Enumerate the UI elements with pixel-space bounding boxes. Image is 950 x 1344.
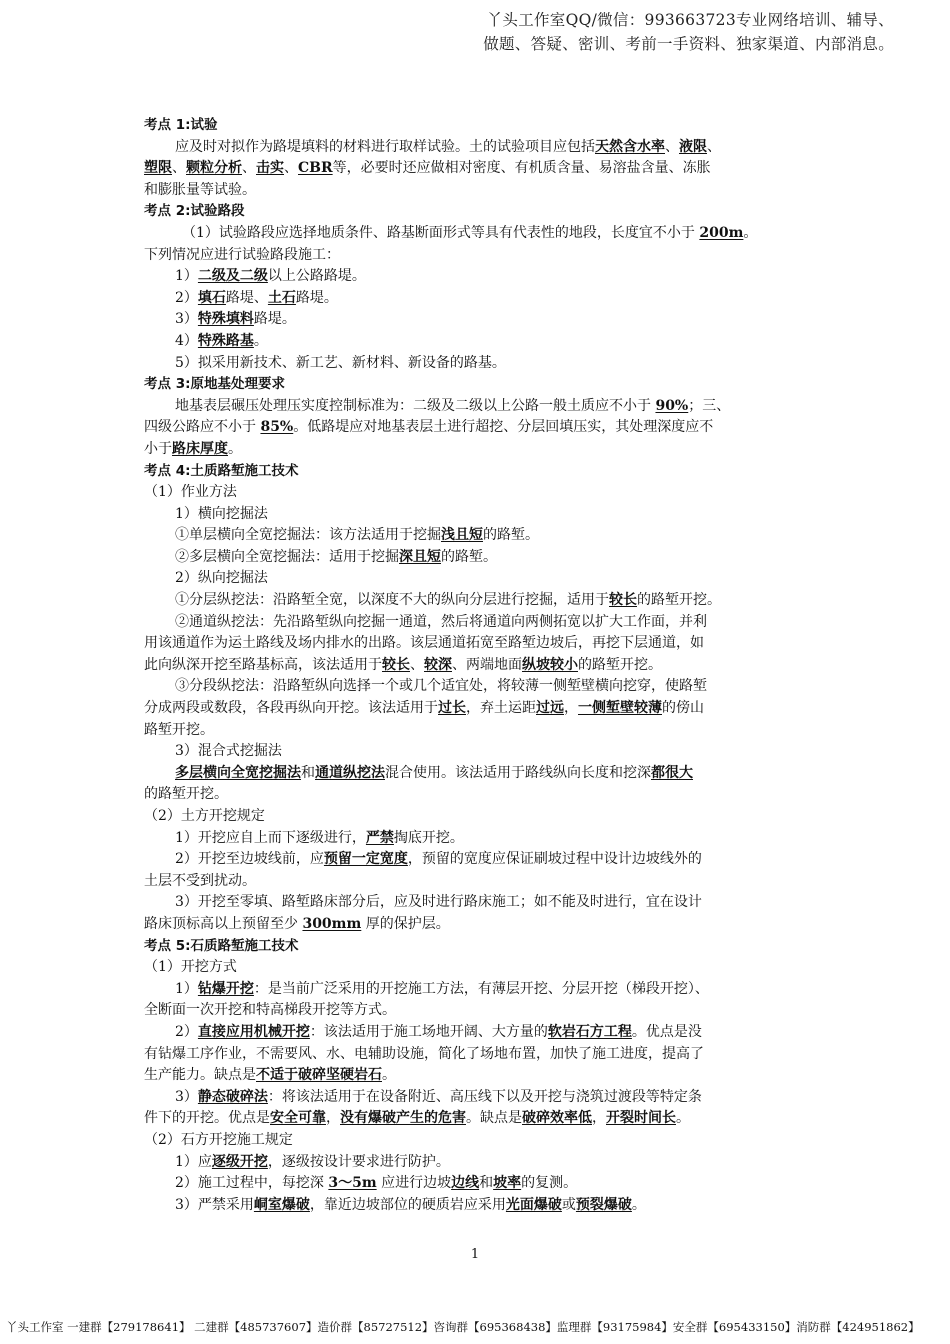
keyword: 通道纵挖法 <box>315 764 385 781</box>
keyword: 较长 <box>609 592 637 609</box>
keyword: 直接应用机械开挖 <box>197 1023 310 1040</box>
list-item: 2）开挖至边坡线前，应预留一定宽度，预留的宽度应保证刷坡过程中设计边坡线外的 <box>175 851 702 868</box>
section-title-1: 考点 1:试验 <box>144 117 218 133</box>
paragraph: 用该通道作为运土路线及场内排水的出路。该层通道拓宽至路堑边坡后，再挖下层通道，如 <box>144 635 704 652</box>
subheading: （1）作业方法 <box>144 484 237 501</box>
keyword: 300mm <box>302 915 362 932</box>
footer-ad: 丫头工作室 一建群【279178641】 二建群【485737607】造价群【85727512】咨询群【695368438】监理群【93175984】安全群【695433150】消防群【424951862】 <box>6 1320 920 1334</box>
keyword: 较深 <box>424 656 452 673</box>
page-number: 1 <box>470 1247 480 1262</box>
keyword: 天然含水率 <box>595 138 665 155</box>
list-item: 1）二级及二级以上公路路堤。 <box>175 268 366 285</box>
keyword: 液限 <box>679 138 707 155</box>
subheading: 2）纵向挖掘法 <box>175 570 268 587</box>
keyword: 安全可靠 <box>270 1110 326 1127</box>
paragraph: ②通道纵挖法：先沿路堑纵向挖掘一通道，然后将通道向两侧拓宽以扩大工作面，并利 <box>175 613 707 630</box>
header-ad <box>374 8 894 56</box>
subheading: （2）土方开挖规定 <box>144 808 265 824</box>
keyword: 90% <box>655 397 689 414</box>
subheading: 3）混合式挖掘法 <box>175 743 282 760</box>
list-item: 1）钻爆开挖：是当前广泛采用的开挖施工方法，有薄层开挖、分层开挖（梯段开挖）、 <box>175 980 709 997</box>
paragraph: 件下的开挖。优点是安全可靠，没有爆破产生的危害。缺点是破碎效率低，开裂时间长。 <box>144 1110 690 1127</box>
list-item: 3）严禁采用峒室爆破，靠近边坡部位的硬质岩应采用光面爆破或预裂爆破。 <box>175 1196 646 1213</box>
document-body <box>144 115 809 1216</box>
keyword: 过远 <box>536 700 564 717</box>
keyword: 多层横向全宽挖掘法 <box>175 764 301 781</box>
list-item: 3）静态破碎法：将该法适用于在设备附近、高压线下以及开挖与浇筑过渡段等特定条 <box>175 1088 702 1105</box>
subheading: （2）石方开挖施工规定 <box>144 1131 293 1148</box>
paragraph: 路堑开挖。 <box>144 721 214 738</box>
keyword: 200m <box>699 224 744 241</box>
subheading: （1）开挖方式 <box>144 959 237 976</box>
paragraph: ③分段纵挖法：沿路堑纵向选择一个或几个适宜处，将较薄一侧堑壁横向挖穿，使路堑 <box>175 678 707 695</box>
section-title-2: 考点 2:试验路段 <box>144 203 245 220</box>
list-item: 3）开挖至零填、路堑路床部分后，应及时进行路床施工；如不能及时进行，宜在设计 <box>175 894 702 911</box>
section-title-3: 考点 3:原地基处理要求 <box>144 376 285 393</box>
list-item: ①分层纵挖法：沿路堑全宽，以深度不大的纵向分层进行挖掘，适用于较长的路堑开挖。 <box>175 592 721 609</box>
paragraph: 多层横向全宽挖掘法和通道纵挖法混合使用。该法适用于路线纵向长度和挖深都很大 <box>175 764 693 781</box>
list-item: 4）特殊路基。 <box>175 332 268 349</box>
keyword: 逐级开挖 <box>211 1153 268 1170</box>
keyword: 85% <box>260 419 294 436</box>
keyword: 深且短 <box>399 548 441 565</box>
keyword: 击实 <box>256 160 284 177</box>
section-title-5: 考点 5:石质路堑施工技术 <box>144 937 299 954</box>
keyword: 峒室爆破 <box>253 1196 310 1213</box>
keyword: 较长 <box>382 656 410 673</box>
paragraph: 小于路床厚度。 <box>144 440 242 457</box>
keyword: 颗粒分析 <box>186 160 242 177</box>
paragraph: 塑限、颗粒分析、击实、CBR等，必要时还应做相对密度、有机质含量、易溶盐含量、冻胀 <box>144 160 711 177</box>
keyword: 纵坡较小 <box>522 656 578 673</box>
paragraph: 和膨胀量等试验。 <box>144 181 256 198</box>
keyword: 破碎效率低 <box>522 1110 592 1127</box>
paragraph: 土层不受到扰动。 <box>144 872 256 889</box>
keyword: 浅且短 <box>441 527 483 544</box>
keyword: 过长 <box>438 700 466 717</box>
keyword: 特殊路基 <box>197 332 254 349</box>
paragraph: 四级公路应不小于 85%。低路堤应对地基表层土进行超挖、分层回填压实，其处理深度应不 <box>144 419 714 436</box>
list-item: 2）施工过程中，每挖深 3～5m 应进行边坡边线和坡率的复测。 <box>175 1175 578 1192</box>
keyword: 3～5m <box>328 1175 377 1192</box>
paragraph: 分成两段或数段，各段再纵向开挖。该法适用于过长，弃土运距过远，一侧堑壁较薄的傍山 <box>144 700 704 717</box>
paragraph: 路床顶标高以上预留至少 300mm 厚的保护层。 <box>144 915 450 932</box>
keyword: 都很大 <box>651 764 693 781</box>
paragraph: 应及时对拟作为路堤填料的材料进行取样试验。土的试验项目应包括天然含水率、液限、 <box>175 138 721 155</box>
paragraph: 全断面一次开挖和特高梯段开挖等方式。 <box>144 1002 396 1019</box>
list-item: ②多层横向全宽挖掘法：适用于挖掘深且短的路堑。 <box>175 548 497 565</box>
paragraph: （1）试验路段应选择地质条件、路基断面形式等具有代表性的地段，长度宜不小于 200m。 <box>182 224 758 241</box>
keyword: 没有爆破产生的危害 <box>340 1110 466 1127</box>
keyword: 不适于破碎坚硬岩石 <box>256 1067 382 1084</box>
keyword: 二级及二级 <box>197 268 268 285</box>
keyword: 静态破碎法 <box>197 1088 268 1105</box>
keyword: 特殊填料 <box>197 311 254 328</box>
keyword: CBR <box>298 160 333 177</box>
list-item: 1）应逐级开挖，逐级按设计要求进行防护。 <box>175 1153 450 1170</box>
paragraph: 此向纵深开挖至路基标高，该法适用于较长、较深、两端地面纵坡较小的路堑开挖。 <box>144 656 662 673</box>
keyword: 软岩石方工程 <box>547 1023 632 1040</box>
keyword: 土石 <box>267 289 296 306</box>
keyword: 钻爆开挖 <box>197 980 254 997</box>
keyword: 塑限 <box>144 160 172 177</box>
paragraph: 下列情况应进行试验路段施工： <box>144 246 340 263</box>
paragraph: 有钻爆工序作业，不需要风、水、电辅助设施，简化了场地布置，加快了施工进度，提高了 <box>144 1045 704 1062</box>
keyword: 坡率 <box>493 1175 522 1192</box>
keyword: 开裂时间长 <box>606 1110 676 1127</box>
list-item: 5）拟采用新技术、新工艺、新材料、新设备的路基。 <box>175 354 506 371</box>
keyword: 严禁 <box>365 829 394 846</box>
keyword: 边线 <box>451 1175 480 1192</box>
list-item: 2）直接应用机械开挖：该法适用于施工场地开阔、大方量的软岩石方工程。优点是没 <box>175 1023 702 1040</box>
list-item: ①单层横向全宽挖掘法：该方法适用于挖掘浅且短的路堑。 <box>175 527 539 544</box>
paragraph: 的路堑开挖。 <box>144 786 228 803</box>
keyword: 预裂爆破 <box>575 1196 632 1213</box>
keyword: 路床厚度 <box>172 440 228 457</box>
keyword: 预留一定宽度 <box>323 851 408 868</box>
paragraph: 生产能力。缺点是不适于破碎坚硬岩石。 <box>144 1067 396 1084</box>
header-line-2: 做题、答疑、密训、考前一手资料、独家渠道、内部消息。 <box>483 35 894 53</box>
keyword: 光面爆破 <box>505 1196 562 1213</box>
list-item: 3）特殊填料路堤。 <box>175 311 296 328</box>
keyword: 一侧堑壁较薄 <box>578 700 662 717</box>
section-title-4: 考点 4:土质路堑施工技术 <box>144 462 299 479</box>
subheading: 1）横向挖掘法 <box>175 505 268 522</box>
header-line-1: 丫头工作室QQ/微信：993663723专业网络培训、辅导、 <box>486 11 894 29</box>
keyword: 填石 <box>197 289 226 306</box>
list-item: 2）填石路堤、土石路堤。 <box>175 289 338 306</box>
list-item: 1）开挖应自上而下逐级进行，严禁掏底开挖。 <box>175 829 464 846</box>
paragraph: 地基表层碾压处理压实度控制标准为：二级及二级以上公路一般土质应不小于 90%；三、 <box>175 397 731 414</box>
